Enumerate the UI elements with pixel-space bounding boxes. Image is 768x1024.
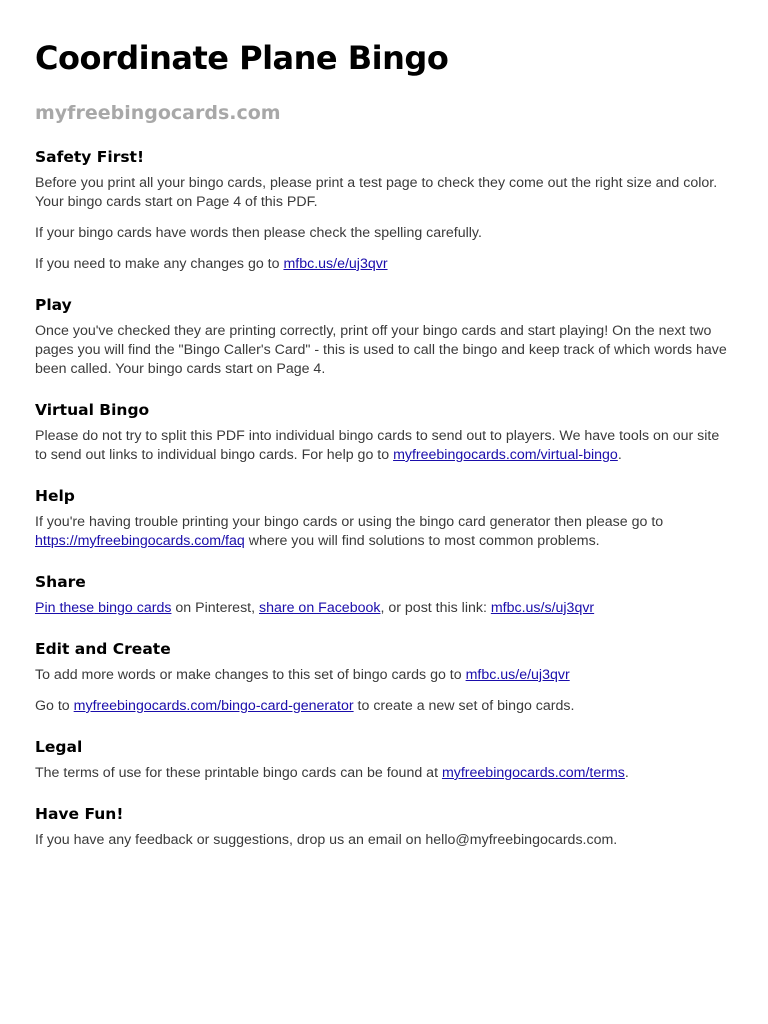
section-heading-virtual-bingo: Virtual Bingo — [35, 401, 150, 419]
help-paragraph-text: If you're having trouble printing your bingo cards or using the bingo card generator then please go to — [35, 514, 664, 530]
site-name: myfreebingocards.com — [35, 102, 281, 124]
share-text-1: on Pinterest, — [171, 600, 259, 616]
generator-link[interactable]: myfreebingocards.com/bingo-card-generator — [73, 698, 354, 714]
terms-link[interactable]: myfreebingocards.com/terms — [441, 765, 625, 781]
play-paragraph: Once you've checked they are printing correctly, print off your bingo cards and start playing! On the next two pages you will find the "Bingo Caller's Card" - this is used to call the bingo and keep track of which words have been called. Your bingo cards start on Page 4. — [35, 323, 727, 377]
section-play — [35, 294, 735, 379]
section-legal — [35, 736, 735, 783]
faq-link[interactable]: https://myfreebingocards.com/faq — [35, 533, 245, 549]
section-heading-have-fun: Have Fun! — [35, 805, 124, 823]
edit-link[interactable]: mfbc.us/e/uj3qvr — [283, 256, 388, 272]
edit-paragraph-1 — [35, 666, 735, 685]
section-share — [35, 571, 735, 618]
safety-paragraph-3 — [35, 255, 735, 274]
help-paragraph — [35, 513, 735, 551]
share-text-2: , or post this link: — [380, 600, 491, 616]
edit-paragraph-1-text: To add more words or make changes to this set of bingo cards go to — [35, 667, 466, 683]
edit-set-link[interactable]: mfbc.us/e/uj3qvr — [465, 667, 570, 683]
section-edit-create — [35, 638, 735, 716]
section-help — [35, 485, 735, 551]
edit-paragraph-2-text: Go to — [35, 698, 74, 714]
section-heading-help: Help — [35, 487, 75, 505]
document-page — [35, 36, 735, 870]
virtual-bingo-link[interactable]: myfreebingocards.com/virtual-bingo — [393, 447, 618, 463]
pinterest-link[interactable]: Pin these bingo cards — [35, 600, 172, 616]
section-heading-legal: Legal — [35, 738, 83, 756]
legal-paragraph-text: The terms of use for these printable bingo cards can be found at — [35, 765, 442, 781]
page-title: Coordinate Plane Bingo — [35, 39, 449, 77]
safety-paragraph-1: Before you print all your bingo cards, please print a test page to check they come out the right size and color. Your bingo cards start on Page 4 of this PDF. — [35, 175, 718, 210]
safety-paragraph-3-text: If you need to make any changes go to — [35, 256, 284, 272]
help-paragraph-end: where you will find solutions to most common problems. — [244, 533, 600, 549]
virtual-paragraph-end: . — [617, 447, 622, 463]
edit-paragraph-2 — [35, 697, 735, 716]
legal-paragraph-end: . — [624, 765, 629, 781]
safety-paragraph-2: If your bingo cards have words then please check the spelling carefully. — [35, 225, 482, 241]
edit-paragraph-2-end: to create a new set of bingo cards. — [353, 698, 575, 714]
section-heading-play: Play — [35, 296, 72, 314]
facebook-link[interactable]: share on Facebook — [259, 600, 381, 616]
virtual-paragraph — [35, 427, 735, 465]
legal-paragraph — [35, 764, 735, 783]
virtual-paragraph-text: Please do not try to split this PDF into individual bingo cards to send out to players. We have tools on our site to send out links to individual bingo cards. For help go to — [35, 428, 720, 463]
section-heading-safety-first: Safety First! — [35, 148, 145, 166]
fun-paragraph: If you have any feedback or suggestions, drop us an email on hello@myfreebingocards.com. — [35, 832, 618, 848]
share-link[interactable]: mfbc.us/s/uj3qvr — [490, 600, 595, 616]
section-virtual-bingo — [35, 399, 735, 465]
section-safety-first — [35, 146, 735, 274]
section-have-fun — [35, 803, 735, 850]
section-heading-share: Share — [35, 573, 86, 591]
share-paragraph — [35, 599, 735, 618]
section-heading-edit-create: Edit and Create — [35, 640, 171, 658]
